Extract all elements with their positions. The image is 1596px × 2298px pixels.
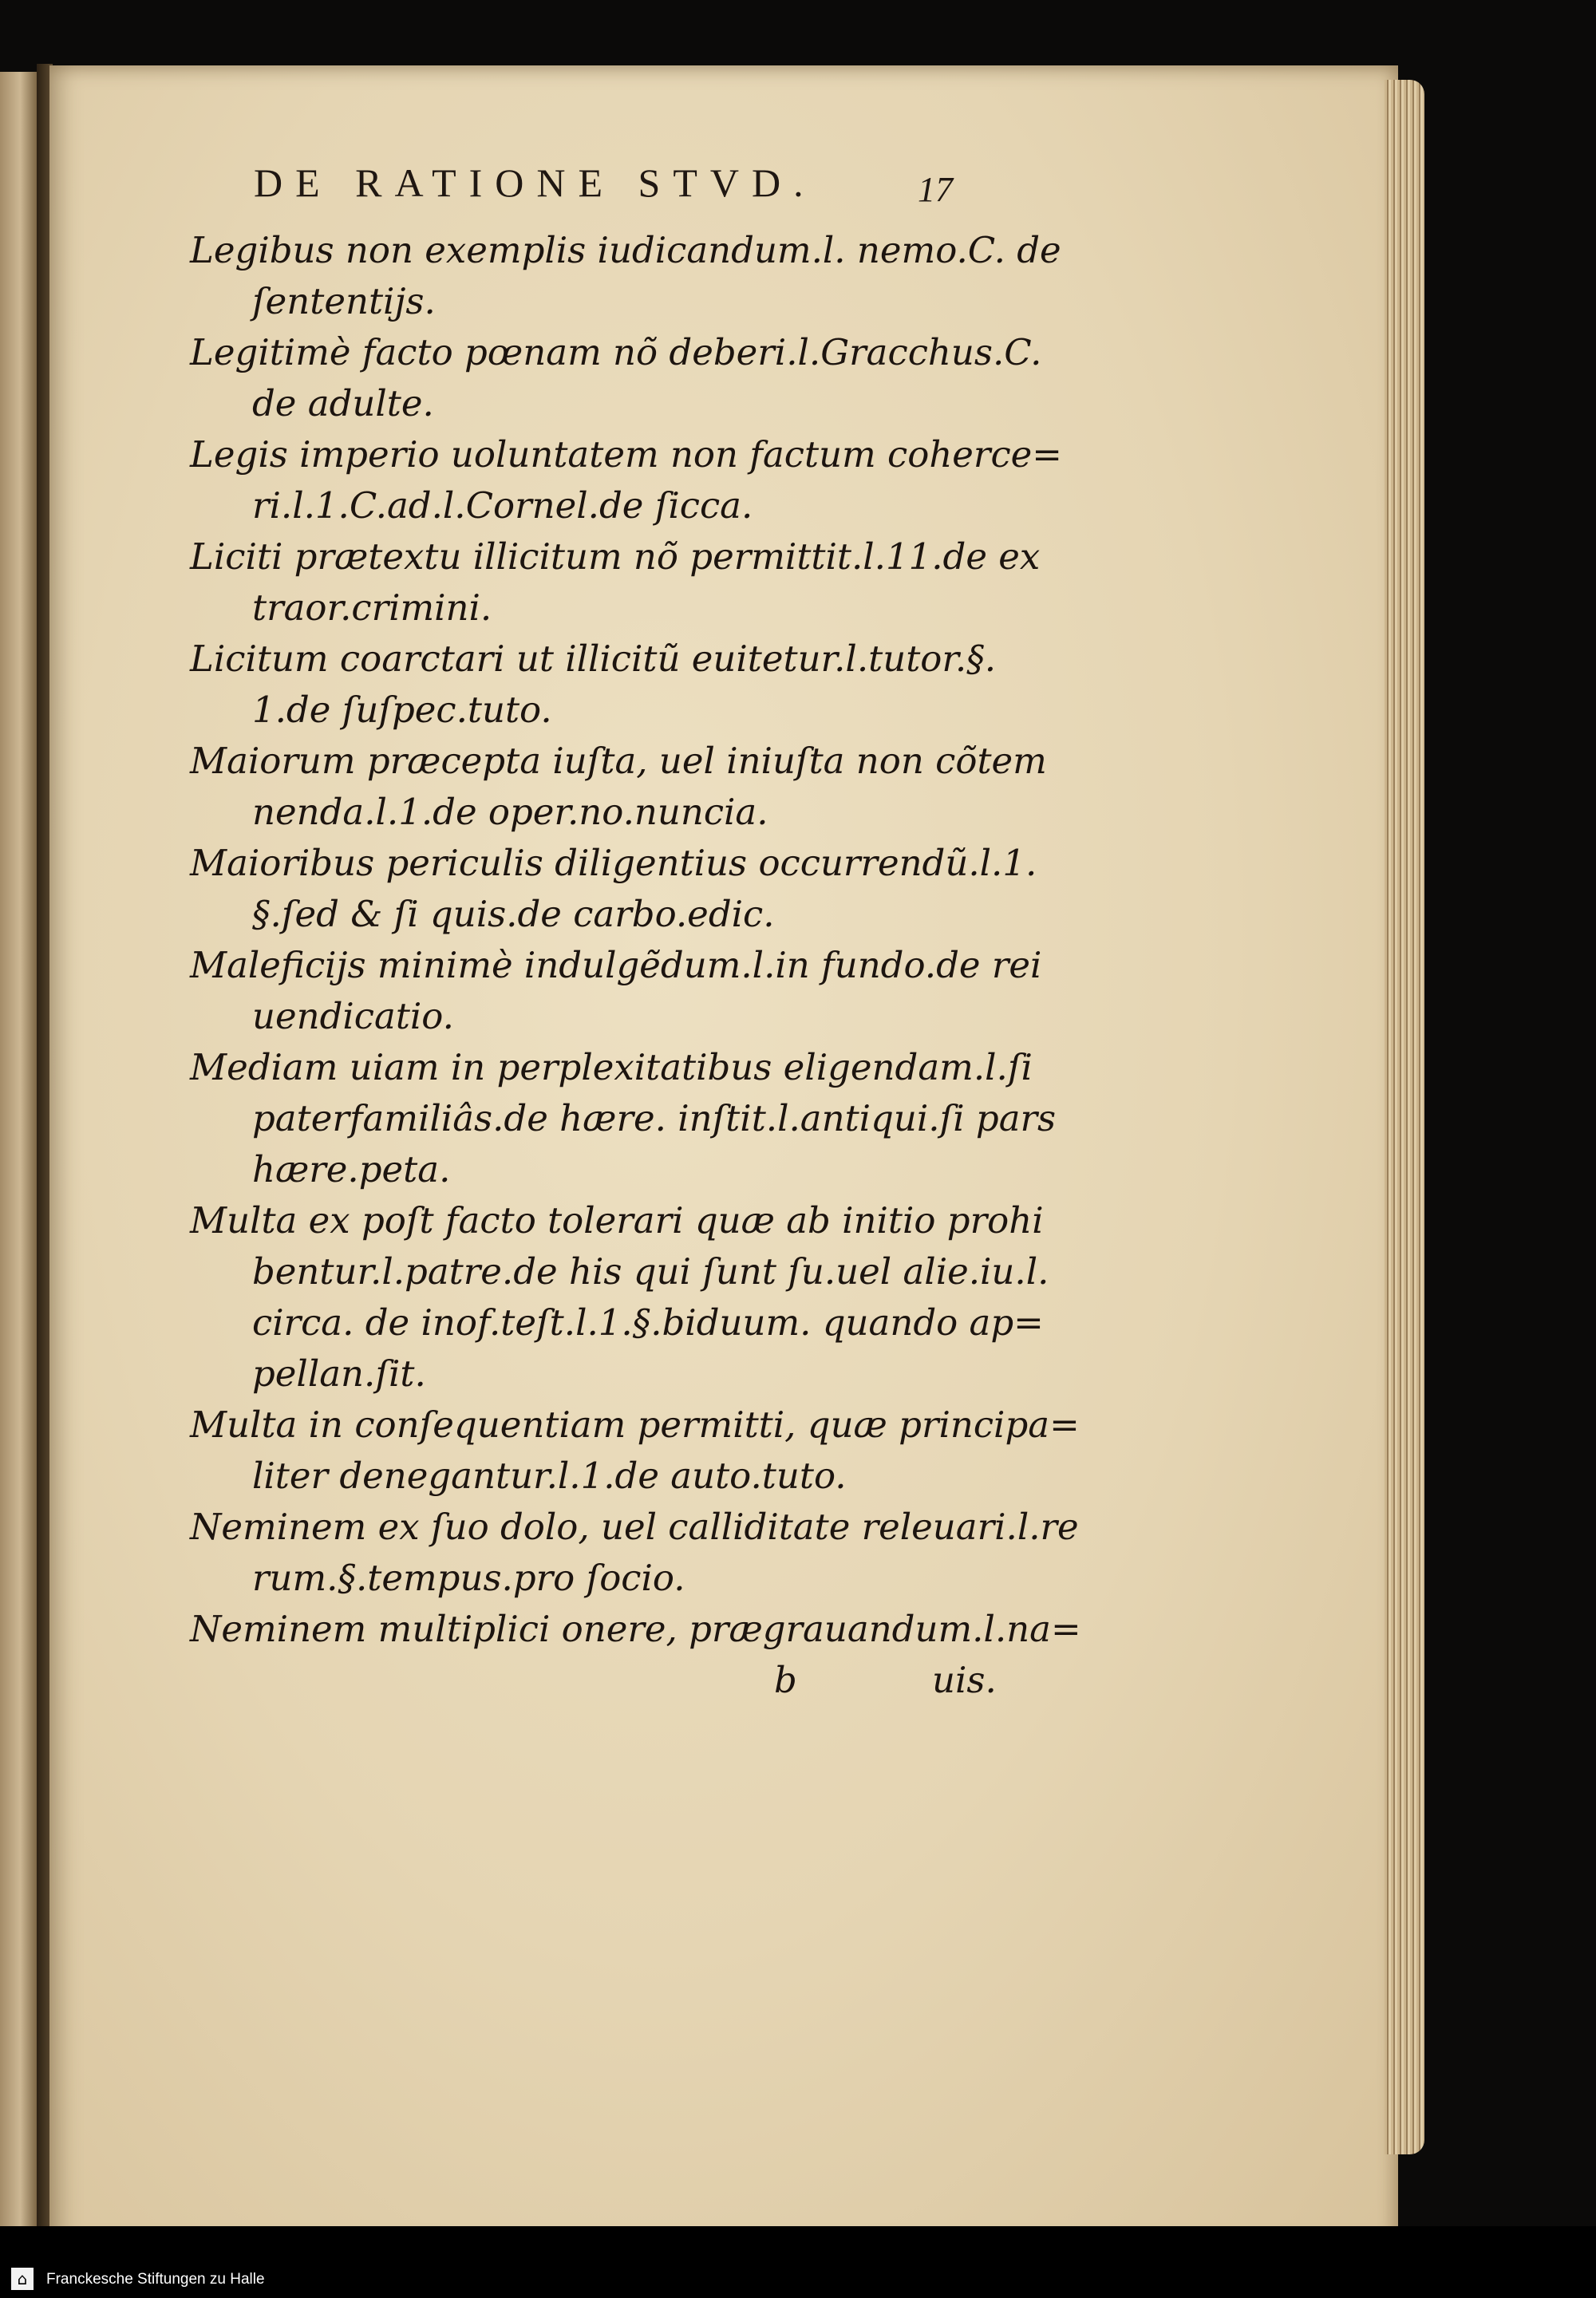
text-line: hære.peta.	[252, 1148, 451, 1190]
text-line: Maleficijs minimè indulgẽdum.l.in fundo.de rei	[190, 944, 1042, 986]
text-line: Mediam uiam in perplexitatibus eligendam.l.ſi	[190, 1046, 1033, 1088]
text-line: de adulte.	[252, 382, 434, 424]
signature-mark: b	[774, 1659, 797, 1701]
text-line: Neminem multiplici onere, prægrauandum.l.na=	[190, 1608, 1081, 1650]
text-line: rum.§.tempus.pro ſocio.	[252, 1557, 685, 1599]
text-line: traor.crimini.	[252, 586, 492, 629]
text-line: 1.de ſuſpec.tuto.	[252, 689, 552, 731]
institution-logo-icon: ⌂	[11, 2268, 34, 2290]
text-line: Liciti prætextu illicitum nõ permittit.l.11.de ex	[190, 535, 1041, 578]
signature-line	[190, 1655, 996, 1706]
text-line: paterfamiliâs.de hære. inſtit.l.antiqui.ſi pars	[252, 1097, 1057, 1139]
page-block-edges	[1385, 80, 1424, 2154]
running-head: DE RATIONE STVD.	[254, 160, 816, 205]
text-line: ſententijs.	[252, 280, 436, 322]
text-line: ri.l.1.C.ad.l.Cornel.de ſicca.	[252, 484, 753, 527]
text-line: circa. de inof.teſt.l.1.§.biduum. quando ap=	[252, 1301, 1044, 1344]
text-block	[190, 225, 1081, 1706]
catchword: uis.	[932, 1659, 997, 1701]
text-line: Legitimè facto pœnam nõ deberi.l.Gracchus.C.	[190, 331, 1042, 373]
footer-credit: Franckesche Stiftungen zu Halle	[46, 2271, 265, 2288]
text-line: Maioribus periculis diligentius occurrendũ.l.1.	[190, 842, 1037, 884]
text-line: Neminem ex ſuo dolo, uel calliditate releuari.l.re	[190, 1506, 1079, 1548]
text-line: Maiorum præcepta iuſta, uel iniuſta non cõtem	[190, 740, 1047, 782]
text-line: Multa in conſequentiam permitti, quæ principa=	[190, 1404, 1080, 1446]
text-line: Legis imperio uoluntatem non factum coherce=	[190, 433, 1062, 476]
text-line: pellan.ſit.	[252, 1352, 426, 1395]
text-line: bentur.l.patre.de his qui ſunt ſu.uel alie.iu.l.	[252, 1250, 1049, 1293]
text-line: Multa ex poſt facto tolerari quæ ab initio prohi	[190, 1199, 1044, 1242]
facing-page-edge	[0, 72, 39, 2242]
text-line: Licitum coarctari ut illicitũ euitetur.l.tutor.§.	[190, 638, 997, 680]
text-line: Legibus non exemplis iudicandum.l. nemo.C. de	[190, 229, 1061, 271]
text-line: liter denegantur.l.1.de auto.tuto.	[252, 1455, 847, 1497]
text-line: uendicatio.	[252, 995, 454, 1037]
page-number: 17	[918, 170, 953, 209]
text-line: nenda.l.1.de oper.no.nuncia.	[252, 791, 768, 833]
text-line: §.ſed & ſi quis.de carbo.edic.	[252, 893, 775, 935]
